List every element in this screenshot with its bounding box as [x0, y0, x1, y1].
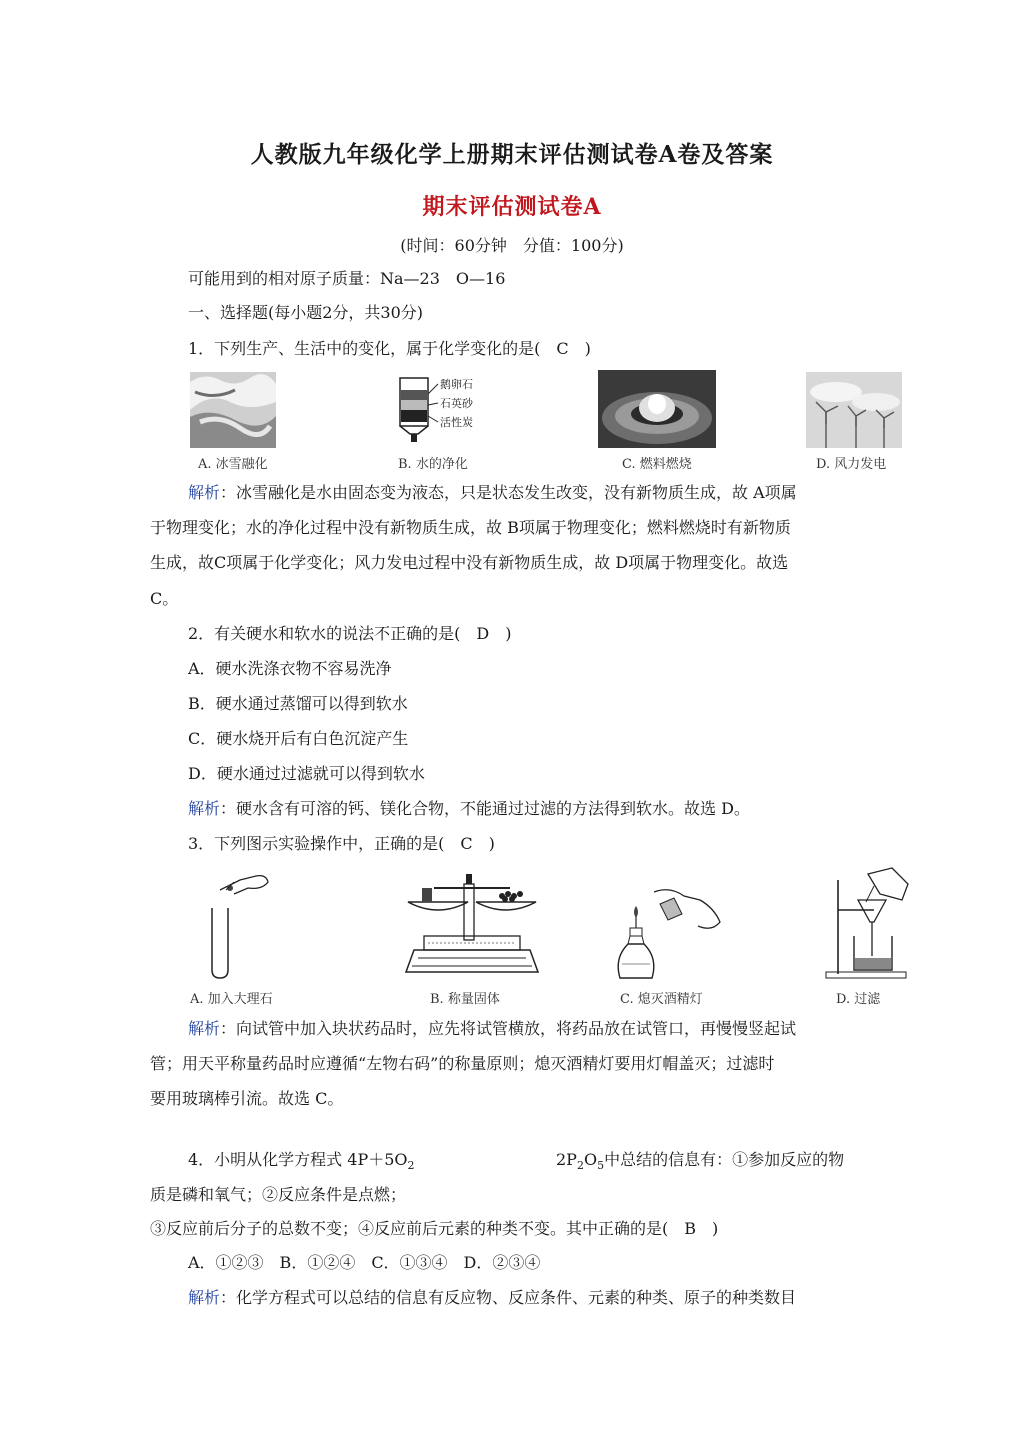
subscript: 2	[576, 1159, 584, 1173]
q1-analysis-line-3: 生成，故C项属于化学变化；风力发电过程中没有新物质生成，故 D项属于物理变化。故选	[150, 553, 789, 572]
q4-analysis	[188, 1287, 796, 1309]
question-4-stem-part1	[188, 1149, 415, 1177]
stem-text: 中总结的信息有：①参加反应的物	[604, 1150, 845, 1169]
question-2-stem: 2．有关硬水和软水的说法不正确的是( D )	[188, 624, 512, 643]
question-4-stem-part2	[556, 1149, 844, 1177]
wind-turbine-photo	[806, 372, 902, 448]
subscript: 5	[597, 1159, 605, 1173]
question-1-stem: 1．下列生产、生活中的变化，属于化学变化的是( C )	[188, 339, 591, 358]
document-title: 人教版九年级化学上册期末评估测试卷A卷及答案	[250, 141, 774, 168]
analysis-label: 解析	[188, 1288, 221, 1307]
q3-caption-c: C. 熄灭酒精灯	[620, 992, 703, 1007]
question-3-stem: 3．下列图示实验操作中，正确的是( C )	[188, 834, 495, 853]
filtration-apparatus-figure	[822, 866, 912, 980]
q3-caption-b: B. 称量固体	[430, 992, 500, 1007]
analysis-text: ：硬水含有可溶的钙、镁化合物，不能通过过滤的方法得到软水。故选 D。	[220, 799, 750, 818]
q1-caption-b: B. 水的净化	[398, 457, 468, 472]
q2-option-c: C．硬水烧开后有白色沉淀产生	[188, 729, 409, 748]
section-heading: 一、选择题(每小题2分，共30分)	[188, 303, 424, 322]
stem-text: O	[583, 1150, 598, 1169]
q2-option-d: D．硬水通过过滤就可以得到软水	[188, 764, 425, 783]
analysis-label: 解析	[188, 799, 221, 818]
filter-label-pebbles: 鹅卵石	[440, 378, 473, 391]
filter-label-quartz: 石英砂	[440, 397, 473, 410]
analysis-label: 解析	[188, 483, 221, 502]
subscript: 2	[407, 1159, 415, 1173]
q3-analysis-line-2: 管；用天平称量药品时应遵循“左物右码”的称量原则；熄灭酒精灯要用灯帽盖灭；过滤时	[150, 1054, 775, 1073]
q1-analysis-line-2: 于物理变化；水的净化过程中没有新物质生成，故 B项属于物理变化；燃料燃烧时有新物质	[150, 518, 791, 537]
alcohol-lamp-figure	[614, 886, 732, 980]
q1-caption-c: C. 燃料燃烧	[622, 457, 692, 472]
analysis-label: 解析	[188, 1019, 221, 1038]
test-tube-marble-figure	[200, 868, 280, 980]
q2-analysis	[188, 798, 750, 820]
q1-caption-a: A. 冰雪融化	[198, 457, 268, 472]
q3-analysis-line-3: 要用玻璃棒引流。故选 C。	[150, 1089, 344, 1108]
exam-meta: (时间：60分钟 分值：100分)	[400, 236, 624, 255]
q1-analysis-line-1	[188, 482, 797, 504]
q3-analysis-line-1	[188, 1018, 796, 1040]
question-4-line-3: ③反应前后分子的总数不变；④反应前后元素的种类不变。其中正确的是( B )	[150, 1219, 719, 1238]
q4-options: A．①②③ B．①②④ C．①③④ D．②③④	[188, 1253, 541, 1272]
question-4-line-2: 质是磷和氧气；②反应条件是点燃；	[150, 1185, 407, 1204]
q1-caption-d: D. 风力发电	[816, 457, 887, 472]
fuel-burning-photo	[598, 370, 716, 448]
q3-caption-d: D. 过滤	[836, 992, 881, 1007]
stem-text: 2P	[556, 1150, 577, 1169]
water-filter-diagram	[392, 376, 492, 444]
atomic-masses: 可能用到的相对原子质量：Na—23 O—16	[188, 269, 506, 288]
analysis-text: ：化学方程式可以总结的信息有反应物、反应条件、元素的种类、原子的种类数目	[220, 1288, 797, 1307]
stem-text: 4．小明从化学方程式 4P＋5O	[188, 1150, 408, 1169]
analysis-text: ：冰雪融化是水由固态变为液态，只是状态发生改变，没有新物质生成，故 A项属	[220, 483, 797, 502]
q3-caption-a: A. 加入大理石	[190, 992, 273, 1007]
q2-option-b: B．硬水通过蒸馏可以得到软水	[188, 694, 408, 713]
q2-option-a: A．硬水洗涤衣物不容易洗净	[188, 659, 392, 678]
exam-subtitle: 期末评估测试卷A	[422, 194, 602, 220]
snow-melting-photo	[190, 372, 276, 448]
balance-scale-figure	[404, 874, 540, 980]
analysis-text: ：向试管中加入块状药品时，应先将试管横放，将药品放在试管口，再慢慢竖起试	[220, 1019, 797, 1038]
filter-label-carbon: 活性炭	[440, 416, 473, 429]
q1-analysis-line-4: C。	[150, 589, 179, 608]
